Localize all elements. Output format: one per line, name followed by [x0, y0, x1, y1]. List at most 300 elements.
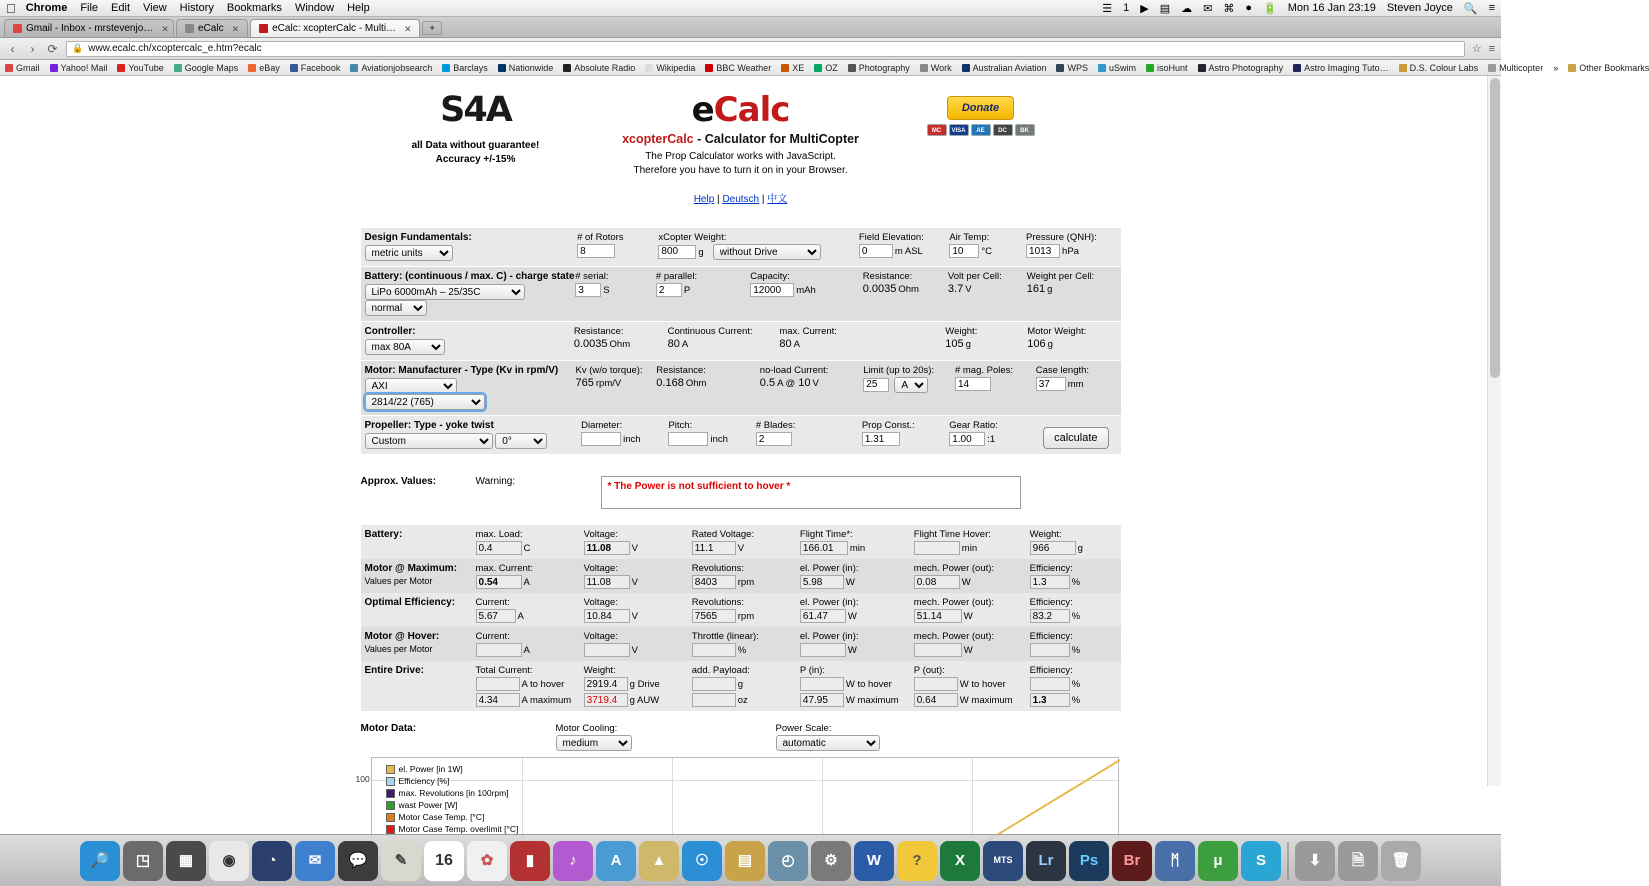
menu-item-history[interactable]: History [169, 2, 205, 14]
js-note-1: The Prop Calculator works with JavaScript. [645, 151, 836, 162]
motor-max-efficiency-label: Efficiency: [1029, 563, 1073, 574]
battery-type-select[interactable] [365, 284, 525, 300]
legend-label: wast Power [W] [398, 800, 458, 810]
menubar-status-icon-5[interactable]: ✉ [1203, 2, 1213, 15]
battery-rated-voltage-unit: V [737, 542, 745, 554]
drive-efficiency-hover-unit: % [1071, 678, 1081, 690]
language-links [591, 190, 891, 205]
chinese-link[interactable]: 中文 [767, 194, 788, 205]
bookmark-favicon [1198, 64, 1206, 72]
opt-current-label: Current: [475, 597, 510, 608]
bookmark-wikipedia[interactable] [645, 63, 695, 73]
ecalc-brand-block [591, 90, 891, 205]
motor-max-current-unit: A [523, 576, 530, 588]
propeller-group [361, 415, 1121, 454]
hover-mechpower-unit: W [963, 644, 973, 656]
dock-item-downloads[interactable] [1295, 841, 1335, 881]
volt-per-cell-value: 3.7 [947, 283, 964, 295]
motor-cooling-select[interactable] [556, 735, 632, 751]
lock-icon: 🔒 [72, 43, 84, 53]
parallel-unit: P [683, 284, 691, 296]
dock-item-launchpad[interactable] [123, 841, 163, 881]
helpviewer-icon: ? [912, 852, 922, 869]
bookmark-star-icon[interactable]: ☆ [1471, 43, 1482, 55]
menu-item-file[interactable]: File [70, 2, 89, 14]
bookmark-favicon [290, 64, 298, 72]
menubar-status-icon-3[interactable]: ▤ [1159, 2, 1171, 15]
pin-hover-unit: W to hover [845, 678, 892, 690]
xcopter-weight-label: xCopter Weight: [658, 232, 727, 243]
menubar-status-icon-6[interactable]: ⌘ [1223, 2, 1235, 15]
pout-max-unit: W maximum [959, 694, 1013, 706]
controller-title: Controller: [364, 326, 416, 337]
legend-label: max. Revolutions [in 100rpm] [398, 788, 509, 798]
dock-item-firefox[interactable] [252, 841, 292, 881]
propeller-type-select[interactable] [365, 433, 493, 449]
motor-max-current-label: max. Current: [475, 563, 534, 574]
battery-icon[interactable]: 🔋 [1263, 2, 1277, 15]
bookmark-favicon [1098, 64, 1106, 72]
limit-unit-select[interactable] [894, 377, 928, 393]
new-tab-button[interactable]: + [422, 21, 442, 35]
controller-max-current-value: 80 [779, 338, 792, 350]
trash-icon: 🗑 [1391, 852, 1411, 869]
s4a-logo: S4A [440, 90, 511, 130]
card-discover-icon: DC [993, 124, 1013, 136]
opt-revolutions-label: Revolutions: [691, 597, 745, 608]
page-title [591, 132, 891, 146]
dock-item-timemachine[interactable] [768, 841, 808, 881]
air-temp-input[interactable] [949, 244, 979, 258]
tab-favicon [13, 24, 22, 33]
approx-values-label: Approx. Values: [360, 476, 437, 487]
menubar-username[interactable]: Steven Joyce [1386, 2, 1453, 14]
drive-select[interactable] [713, 244, 821, 260]
dock-item-books[interactable] [510, 841, 550, 881]
motor-resistance-value: 0.168 [656, 377, 684, 389]
field-elevation-input[interactable] [859, 244, 893, 258]
dock-item-word[interactable] [854, 841, 894, 881]
bookmark-wps[interactable] [1056, 63, 1088, 73]
bookmark-favicon [962, 64, 970, 72]
deutsch-link[interactable]: Deutsch [722, 194, 760, 205]
controller-resistance-label: Resistance: [573, 326, 624, 337]
dock-item-textedit[interactable] [381, 841, 421, 881]
calendar-icon: 16 [435, 851, 453, 869]
excel-icon: X [954, 852, 965, 869]
folder-icon [1568, 64, 1576, 72]
case-length-input[interactable] [1036, 377, 1066, 391]
calculator-form [361, 227, 1121, 711]
pin-max-value [800, 693, 844, 707]
bookmark-oz[interactable] [814, 63, 838, 73]
pressure-unit: hPa [1062, 245, 1079, 257]
battery-rated-voltage-value [692, 541, 736, 555]
flight-time-hover-value [914, 541, 960, 555]
bookmarks-overflow-button[interactable]: » [1553, 62, 1559, 73]
site-header [0, 76, 1481, 205]
bookmark-yahoo-mail[interactable] [50, 63, 108, 73]
bookmark-favicon [814, 64, 822, 72]
forward-icon[interactable]: › [30, 41, 35, 56]
motor-max-voltage-value [584, 575, 630, 589]
menubar-status-icon-4[interactable]: ☁ [1181, 2, 1193, 15]
prop-const-label: Prop Const.: [861, 420, 915, 431]
browser-tab-gmail[interactable] [4, 19, 174, 37]
dock-item-mail[interactable] [295, 841, 335, 881]
battery-resistance-value: 0.0035 [862, 283, 897, 295]
donate-button[interactable]: Donate [947, 96, 1014, 120]
bookmark-favicon [350, 64, 358, 72]
tab-title: eCalc: xcopterCalc - Multi… [272, 22, 397, 34]
no-load-volt-value: 10 [798, 377, 811, 389]
s4a-logo-block [361, 90, 591, 166]
bookmark-favicon [5, 64, 13, 72]
card-visa-icon: VISA [949, 124, 969, 136]
bookmark-label: uSwim [1109, 62, 1137, 73]
bookmark-label: Gmail [16, 62, 40, 73]
menubar-status-icon-2[interactable]: ▶ [1140, 2, 1149, 15]
bookmark-favicon [1293, 64, 1301, 72]
field-elevation-label: Field Elevation: [858, 232, 924, 243]
motor-cooling-label: Motor Cooling: [555, 723, 618, 734]
motor-resistance-unit: Ohm [685, 378, 707, 389]
bookmark-bbc-weather[interactable] [705, 63, 771, 73]
case-length-label: Case length: [1035, 365, 1090, 376]
chrome-menu-icon[interactable]: ≡ [1488, 42, 1495, 55]
dock-item-excel[interactable] [940, 841, 980, 881]
hover-efficiency-label: Efficiency: [1029, 631, 1073, 642]
result-row-sub: Values per Motor [364, 575, 433, 586]
blades-input[interactable] [756, 432, 792, 446]
bookmark-ebay[interactable] [248, 63, 280, 73]
page-scrollbar[interactable] [1487, 76, 1501, 786]
battery-maxload-unit: C [523, 542, 531, 554]
bookmark-photography[interactable] [848, 63, 910, 73]
add-payload-g-value [692, 677, 736, 691]
volt-per-cell-unit: V [965, 284, 972, 295]
reload-icon[interactable]: ⟳ [47, 41, 58, 56]
os-menubar [0, 0, 1501, 17]
dock-item-skype[interactable] [1241, 841, 1281, 881]
bookmark-ds-colour-labs[interactable] [1399, 63, 1479, 73]
messages-icon: 💬 [348, 852, 368, 869]
dock-item-calendar[interactable] [424, 841, 464, 881]
propeller-title: Propeller: Type - yoke twist [364, 420, 494, 431]
controller-weight-unit: g [965, 339, 971, 350]
opt-elpower-unit: W [847, 610, 857, 622]
bookmark-absolute-radio[interactable] [563, 63, 635, 73]
add-payload-oz-value [692, 693, 736, 707]
page-title-rest: - Calculator for MultiCopter [693, 132, 859, 146]
battery-resistance-unit: Ohm [898, 284, 919, 295]
bookmark-favicon [645, 64, 653, 72]
bookmark-barclays[interactable] [442, 63, 488, 73]
spotlight-icon[interactable]: 🔍 [1463, 2, 1478, 15]
js-note-2: Therefore you have to turn it on in your Browser. [633, 164, 848, 176]
power-scale-label: Power Scale: [775, 723, 832, 734]
menu-item-window[interactable]: Window [285, 2, 325, 14]
close-icon[interactable]: ✕ [231, 23, 240, 34]
guarantee-note-2: Accuracy +/-15% [435, 153, 516, 165]
browser-tab-ecalc[interactable] [176, 19, 248, 37]
opt-mechpower-value [914, 609, 962, 623]
capacity-unit: mAh [796, 284, 816, 296]
controller-max-current-unit: A [793, 339, 800, 350]
motor-weight-label: Motor Weight: [1027, 326, 1087, 337]
bookmark-favicon [498, 64, 506, 72]
address-bar[interactable] [66, 41, 1465, 57]
pitch-input[interactable] [668, 432, 708, 446]
design-fundamentals-title: Design Fundamentals: [364, 232, 472, 243]
bookmark-nationwide[interactable] [498, 63, 554, 73]
safari-icon: ☉ [695, 852, 709, 869]
hover-efficiency-unit: % [1071, 644, 1081, 656]
bookmark-label: BBC Weather [716, 62, 772, 73]
link-sep-2: | [759, 194, 768, 205]
opt-mechpower-unit: W [963, 610, 973, 622]
capacity-label: Capacity: [750, 271, 790, 282]
no-load-current-value: 0.5 [759, 377, 776, 389]
kv-unit: rpm/V [595, 378, 622, 389]
close-icon[interactable]: ✕ [404, 23, 412, 34]
mts-icon: MTS [993, 855, 1013, 865]
diameter-label: Diameter: [581, 420, 623, 431]
menu-item-bookmarks[interactable]: Bookmarks [217, 2, 273, 14]
flight-time-unit: min [849, 542, 866, 554]
battery-maxload-value [476, 541, 522, 555]
motor-manufacturer-select[interactable] [365, 378, 457, 394]
bookmark-favicon [563, 64, 571, 72]
gear-ratio-input[interactable] [949, 432, 985, 446]
result-row-name: Motor @ Maximum: [364, 563, 458, 574]
opt-revolutions-value [692, 609, 736, 623]
result-row-name: Battery: [364, 529, 403, 540]
dock-item-messages[interactable] [338, 841, 378, 881]
dock-item-safari[interactable] [682, 841, 722, 881]
controller-type-select[interactable] [365, 339, 445, 355]
textedit-icon: ✎ [394, 852, 408, 869]
close-icon[interactable]: ✕ [161, 23, 169, 34]
serial-unit: S [603, 284, 610, 296]
calculate-button[interactable]: calculate [1043, 427, 1108, 449]
menu-item-chrome[interactable]: Chrome [16, 2, 58, 14]
opt-efficiency-unit: % [1071, 610, 1081, 622]
lightroom-icon: Lr [1038, 852, 1054, 869]
air-temp-unit: °C [981, 245, 992, 257]
dock-item-bluetooth[interactable] [1155, 841, 1195, 881]
result-row-entire-drive [361, 661, 1121, 711]
bookmark-label: D.S. Colour Labs [1409, 62, 1479, 73]
pitch-label: Pitch: [668, 420, 693, 431]
appstore-icon: A [610, 852, 622, 869]
motor-max-elpower-unit: W [845, 576, 855, 588]
scrollbar-thumb[interactable] [1490, 78, 1500, 378]
bookmark-google-maps[interactable] [174, 63, 239, 73]
apple-menu-icon[interactable] [6, 1, 16, 16]
menu-item-help[interactable]: Help [337, 2, 360, 14]
bridge-icon: Br [1123, 852, 1141, 869]
bookmark-aviationjobsearch[interactable] [350, 63, 432, 73]
prop-const-input[interactable] [862, 432, 900, 446]
diameter-unit: inch [623, 433, 641, 445]
dock-item-utorrent[interactable] [1198, 841, 1238, 881]
page-title-red: xcopterCalc [622, 132, 694, 146]
battery-voltage-unit: V [631, 542, 638, 554]
menu-item-view[interactable]: View [133, 2, 157, 14]
dock-item-itunes[interactable] [553, 841, 593, 881]
bookmark-label: Aviationjobsearch [361, 62, 433, 73]
kv-label: Kv (w/o torque): [575, 365, 643, 376]
parallel-label: # parallel: [655, 271, 698, 282]
browser-toolbar [0, 38, 1501, 60]
dock-item-photoshop[interactable] [1069, 841, 1109, 881]
volt-per-cell-label: Volt per Cell: [947, 271, 1002, 282]
opt-efficiency-label: Efficiency: [1029, 597, 1073, 608]
bookmark-label: Astro Photography [1208, 62, 1284, 73]
bookmark-label: isoHunt [1157, 62, 1188, 73]
dock-item-bridge[interactable] [1112, 841, 1152, 881]
yoke-twist-select[interactable] [495, 433, 547, 449]
dock-item-imageapp[interactable] [639, 841, 679, 881]
notification-center-icon[interactable]: ≡ [1488, 2, 1495, 14]
menubar-status-count: 1 [1123, 2, 1130, 14]
xcopter-weight-input[interactable] [658, 245, 696, 259]
launchpad-icon: ◳ [135, 852, 151, 869]
bookmark-astro-photography[interactable] [1198, 63, 1284, 73]
parallel-input[interactable] [656, 283, 682, 297]
case-length-unit: mm [1067, 378, 1084, 390]
bookmark-work[interactable] [920, 63, 952, 73]
motor-data-title: Motor Data: [360, 723, 417, 734]
dock-item-chrome[interactable] [209, 841, 249, 881]
bookmark-label: Photography [858, 62, 910, 73]
result-row-name: Optimal Efficiency: [364, 597, 456, 608]
menubar-status-icon-7[interactable]: ● [1245, 2, 1253, 14]
bookmark-uswim[interactable] [1098, 63, 1136, 73]
limit-input[interactable] [863, 378, 889, 392]
card-mastercard-icon: MC [927, 124, 947, 136]
bookmark-multicopter[interactable] [1488, 63, 1543, 73]
card-bank-icon: BK [1015, 124, 1035, 136]
battery-title: Battery: (continuous / max. C) - charge state [364, 271, 575, 282]
word-icon: W [866, 852, 882, 869]
capacity-input[interactable] [750, 283, 794, 297]
motor-max-elpower-value [800, 575, 844, 589]
battery-charge-select[interactable] [365, 300, 427, 316]
card-amex-icon: AE [971, 124, 991, 136]
gear-ratio-label: Gear Ratio: [949, 420, 998, 431]
dock-item-helpviewer[interactable] [897, 841, 937, 881]
motor-model-select[interactable] [365, 394, 485, 410]
pout-hover-value [914, 677, 958, 691]
dock-item-lightroom[interactable] [1026, 841, 1066, 881]
itunes-icon: ♪ [569, 852, 577, 869]
battery-maxload-label: max. Load: [475, 529, 523, 540]
rotors-input[interactable] [577, 244, 615, 258]
bookmark-facebook[interactable] [290, 63, 341, 73]
bookmark-favicon [1399, 64, 1407, 72]
result-row-battery [361, 525, 1121, 559]
hover-throttle-value [692, 643, 736, 657]
bookmark-favicon [705, 64, 713, 72]
motor-resistance-label: Resistance: [656, 365, 706, 376]
result-row-name: Entire Drive: [364, 665, 424, 676]
auw-weight-value [584, 693, 628, 707]
browser-tab-xcoptercalc[interactable] [250, 19, 420, 37]
menubar-clock[interactable]: Mon 16 Jan 23:19 [1287, 2, 1376, 14]
mag-poles-input[interactable] [955, 377, 991, 391]
bookmark-favicon [248, 64, 256, 72]
motor-max-elpower-label: el. Power (in): [799, 563, 859, 574]
accepted-cards [891, 124, 1071, 136]
battery-weight-value [1030, 541, 1076, 555]
dock-item-mts[interactable] [983, 841, 1023, 881]
limit-label: Limit (up to 20s): [863, 365, 935, 376]
downloads-icon: ⬇ [1308, 852, 1322, 869]
bookmark-favicon [1146, 64, 1154, 72]
hover-efficiency-value [1030, 643, 1070, 657]
dock-item-mission-control[interactable] [166, 841, 206, 881]
dock-item-photos[interactable] [467, 841, 507, 881]
dock-item-utilities[interactable] [811, 841, 851, 881]
flight-time-hover-unit: min [961, 542, 978, 554]
diameter-input[interactable] [581, 432, 621, 446]
battery-rated-voltage-label: Rated Voltage: [691, 529, 755, 540]
imageapp-icon: ▲ [651, 852, 667, 869]
power-scale-select[interactable] [776, 735, 880, 751]
continuous-current-value: 80 [667, 338, 680, 350]
dock-item-finder[interactable] [80, 841, 120, 881]
result-row-optimal-efficiency [361, 593, 1121, 627]
bookmark-youtube[interactable] [117, 63, 163, 73]
bookmark-isohunt[interactable] [1146, 63, 1188, 73]
units-select[interactable] [365, 245, 453, 261]
dock-item-appstore[interactable] [596, 841, 636, 881]
bookmark-xe[interactable] [781, 63, 804, 73]
dock-item-stacks[interactable] [725, 841, 765, 881]
pin-label: P (in): [799, 665, 826, 676]
bookmark-astro-imaging-tutorial[interactable] [1293, 63, 1389, 73]
bookmark-label: Other Bookmarks [1579, 62, 1649, 73]
address-bar-url: www.ecalc.ch/xcoptercalc_e.htm?ecalc [88, 43, 262, 54]
auw-weight-unit: g AUW [629, 694, 660, 706]
back-icon[interactable]: ‹ [10, 41, 15, 56]
menubar-status-icon-1[interactable]: ☰ [1102, 2, 1113, 15]
opt-current-unit: A [517, 610, 524, 622]
menu-item-edit[interactable]: Edit [101, 2, 121, 14]
hover-throttle-label: Throttle (linear): [691, 631, 759, 642]
hover-elpower-unit: W [847, 644, 857, 656]
motor-max-mechpower-value [914, 575, 960, 589]
pressure-input[interactable] [1026, 244, 1060, 258]
hover-mechpower-label: mech. Power (out): [913, 631, 995, 642]
photoshop-icon: Ps [1079, 852, 1099, 869]
continuous-current-label: Continuous Current: [667, 326, 753, 337]
bookmark-australian-aviation[interactable] [962, 63, 1047, 73]
other-bookmarks-folder[interactable] [1568, 63, 1649, 73]
serial-input[interactable] [575, 283, 601, 297]
total-current-label: Total Current: [475, 665, 533, 676]
legend-label: el. Power [in 1W] [398, 764, 463, 774]
bookmark-gmail[interactable] [5, 63, 40, 73]
dock-item-trash[interactable] [1381, 841, 1421, 881]
help-link[interactable]: Help [693, 194, 715, 205]
utilities-icon: ⚙ [824, 852, 838, 869]
bookmark-label: Yahoo! Mail [60, 62, 108, 73]
dock-item-documents[interactable] [1338, 841, 1378, 881]
books-icon: ▮ [525, 852, 535, 869]
